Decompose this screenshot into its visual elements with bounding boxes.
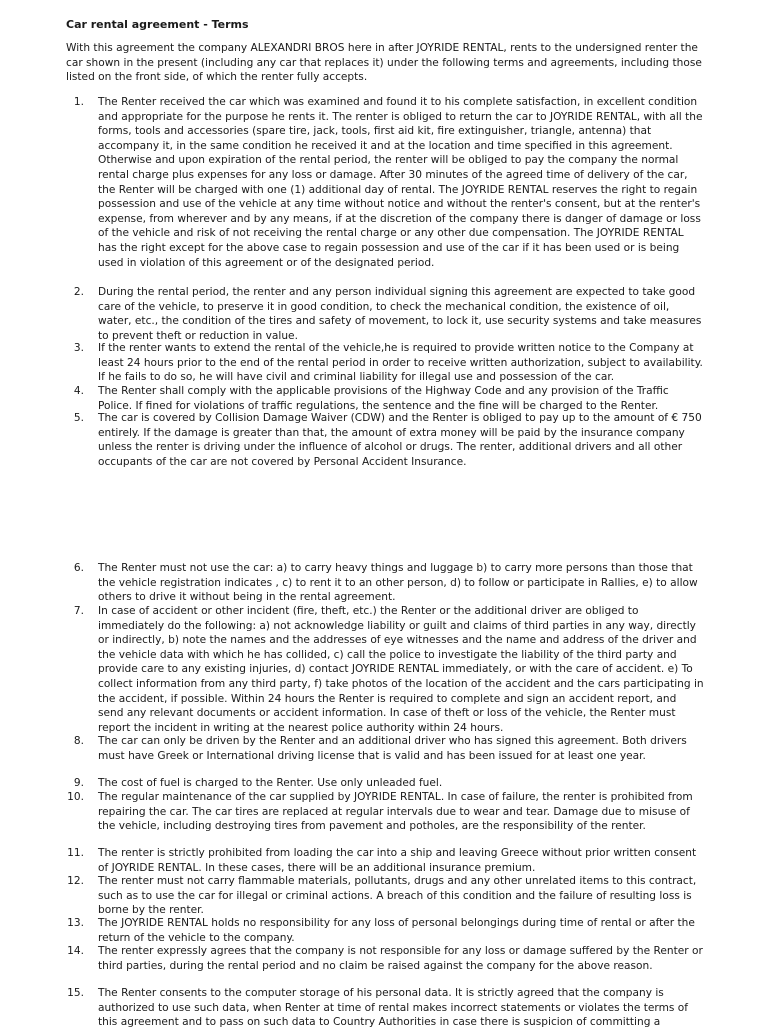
term-number: 8. [73, 735, 84, 747]
term-number: 9. [73, 777, 84, 789]
intro-paragraph: With this agreement the company ALEXANDRI BROS here in after JOYRIDE RENTAL, rents to the undersigned renter the car shown in the present (including any car that replaces it) under the following terms and agreements, including those listed on the front side, of which the renter fully accepts. [66, 42, 702, 84]
term-text: The Renter must not use the car: a) to carry heavy things and luggage b) to carry more persons than those that the vehicle registration indicates , c) to rent it to an other person, d) to follow or participate in Rallies, e) to allow others to drive it without being in the rental agreement. [98, 562, 698, 604]
document-title: Car rental agreement - Terms [66, 18, 249, 31]
term-text: The car is covered by Collision Damage Waiver (CDW) and the Renter is obliged to pay up to the amount of € 750 entirely. If the damage is greater than that, the amount of extra money will be paid by the insurance company unless the renter is driving under the influence of alcohol or drugs. The renter, additional drivers and all other occupants of the car are not covered by Personal Accident Insurance. [98, 412, 702, 468]
term-text: During the rental period, the renter and any person individual signing this agreement are expected to take good care of the vehicle, to preserve it in good condition, to check the mechanical condition, the existence of oil, water, etc., the condition of the tires and safety of movement, to lock it, use security systems and take measures to prevent theft or reduction in value. [98, 286, 702, 342]
term-text: In case of accident or other incident (fire, theft, etc.) the Renter or the additional driver are obliged to immediately do the following: a) not acknowledge liability or guilt and claims of third parties in any way, directly or indirectly, b) note the names and the addresses of eye witnesses and the name and address of the driver and the vehicle data with which he has collided, c) call the police to investigate the liability of the third party and provide care to any existing injuries, d) contact JOYRIDE RENTAL immediately, or with the care of accident. e) To collect information from any third party, f) take photos of the location of the accident and the cars participating in the accident, if possible. Within 24 hours the Renter is required to complete and sign an accident report, and send any relevant documents or accident information. In case of theft or loss of the vehicle, the Renter must report the incident in writing at the nearest police authority within 24 hours. [98, 605, 704, 734]
term-number: 14. [67, 945, 84, 957]
term-text: The renter expressly agrees that the company is not responsible for any loss or damage suffered by the Renter or third parties, during the rental period and no claim be raised against the company for the above reason. [98, 945, 703, 972]
term-number: 3. [73, 342, 84, 354]
term-text: The car can only be driven by the Renter and an additional driver who has signed this agreement. Both drivers must have Greek or International driving license that is valid and has been issued for at least one year. [98, 735, 687, 762]
term-number: 7. [73, 605, 84, 617]
term-text: The Renter received the car which was examined and found it to his complete satisfaction, in excellent condition and appropriate for the purpose he rents it. The renter is obliged to return the car to JOYRIDE RENTAL, with all the forms, tools and accessories (spare tire, jack, tools, first aid kit, fire extinguisher, triangle, antenna) that accompany it, in the same condition he received it and at the location and time specified in this agreement. Otherwise and upon expiration of the rental period, the renter will be obliged to pay the company the normal rental charge plus expenses for any loss or damage. After 30 minutes of the agreed time of delivery of the car, the Renter will be charged with one (1) additional day of rental. The JOYRIDE RENTAL reserves the right to regain possession and use of the vehicle at any time without notice and without the renter's consent, but at the renter's expense, from wherever and by any means, if at the discretion of the company there is danger of damage or loss of the vehicle and risk of not receiving the rental charge or any other due compensation. The JOYRIDE RENTAL has the right except for the above case to regain possession and use of the car if it has been used or is being used in violation of this agreement or of the designated period. [98, 96, 703, 269]
term-text: The renter must not carry flammable materials, pollutants, drugs and any other unrelated items to this contract, such as to use the car for illegal or criminal actions. A breach of this condition and the failure of resulting loss is borne by the renter. [98, 875, 697, 917]
term-number: 15. [67, 987, 84, 999]
term-text: The cost of fuel is charged to the Renter. Use only unleaded fuel. [98, 777, 443, 789]
term-number: 13. [67, 917, 84, 929]
term-number: 2. [73, 286, 84, 298]
term-text: The Renter shall comply with the applicable provisions of the Highway Code and any provision of the Traffic Police. If fined for violations of traffic regulations, the sentence and the fine will be charged to the Renter. [98, 385, 669, 412]
term-number: 5. [73, 412, 84, 424]
term-number: 11. [67, 847, 84, 859]
term-text: The JOYRIDE RENTAL holds no responsibility for any loss of personal belongings during time of rental or after the return of the vehicle to the company. [98, 917, 695, 944]
term-number: 6. [73, 562, 84, 574]
term-number: 10. [67, 791, 84, 803]
term-text: The regular maintenance of the car supplied by JOYRIDE RENTAL. In case of failure, the renter is prohibited from repairing the car. The car tires are replaced at regular intervals due to wear and tear. Damage due to misuse of the vehicle, including destroying tires from pavement and potholes, are the responsibility of the renter. [98, 791, 693, 833]
term-number: 4. [73, 385, 84, 397]
term-text: The Renter consents to the computer storage of his personal data. It is strictly agreed that the company is authorized to use such data, when Renter at time of rental makes incorrect statements or violates the terms of this agreement and to pass on such data to Country Authorities in case there is suspicion of committing a [98, 987, 688, 1029]
term-number: 1. [73, 96, 84, 108]
term-number: 12. [67, 875, 84, 887]
term-text: If the renter wants to extend the rental of the vehicle,he is required to provide written notice to the Company at least 24 hours prior to the end of the rental period in order to receive written authorization, subject to availability. If he fails to do so, he will have civil and criminal liability for illegal use and possession of the car. [98, 342, 703, 384]
term-text: The renter is strictly prohibited from loading the car into a ship and leaving Greece without prior written consent of JOYRIDE RENTAL. In these cases, there will be an additional insurance premium. [98, 847, 697, 874]
